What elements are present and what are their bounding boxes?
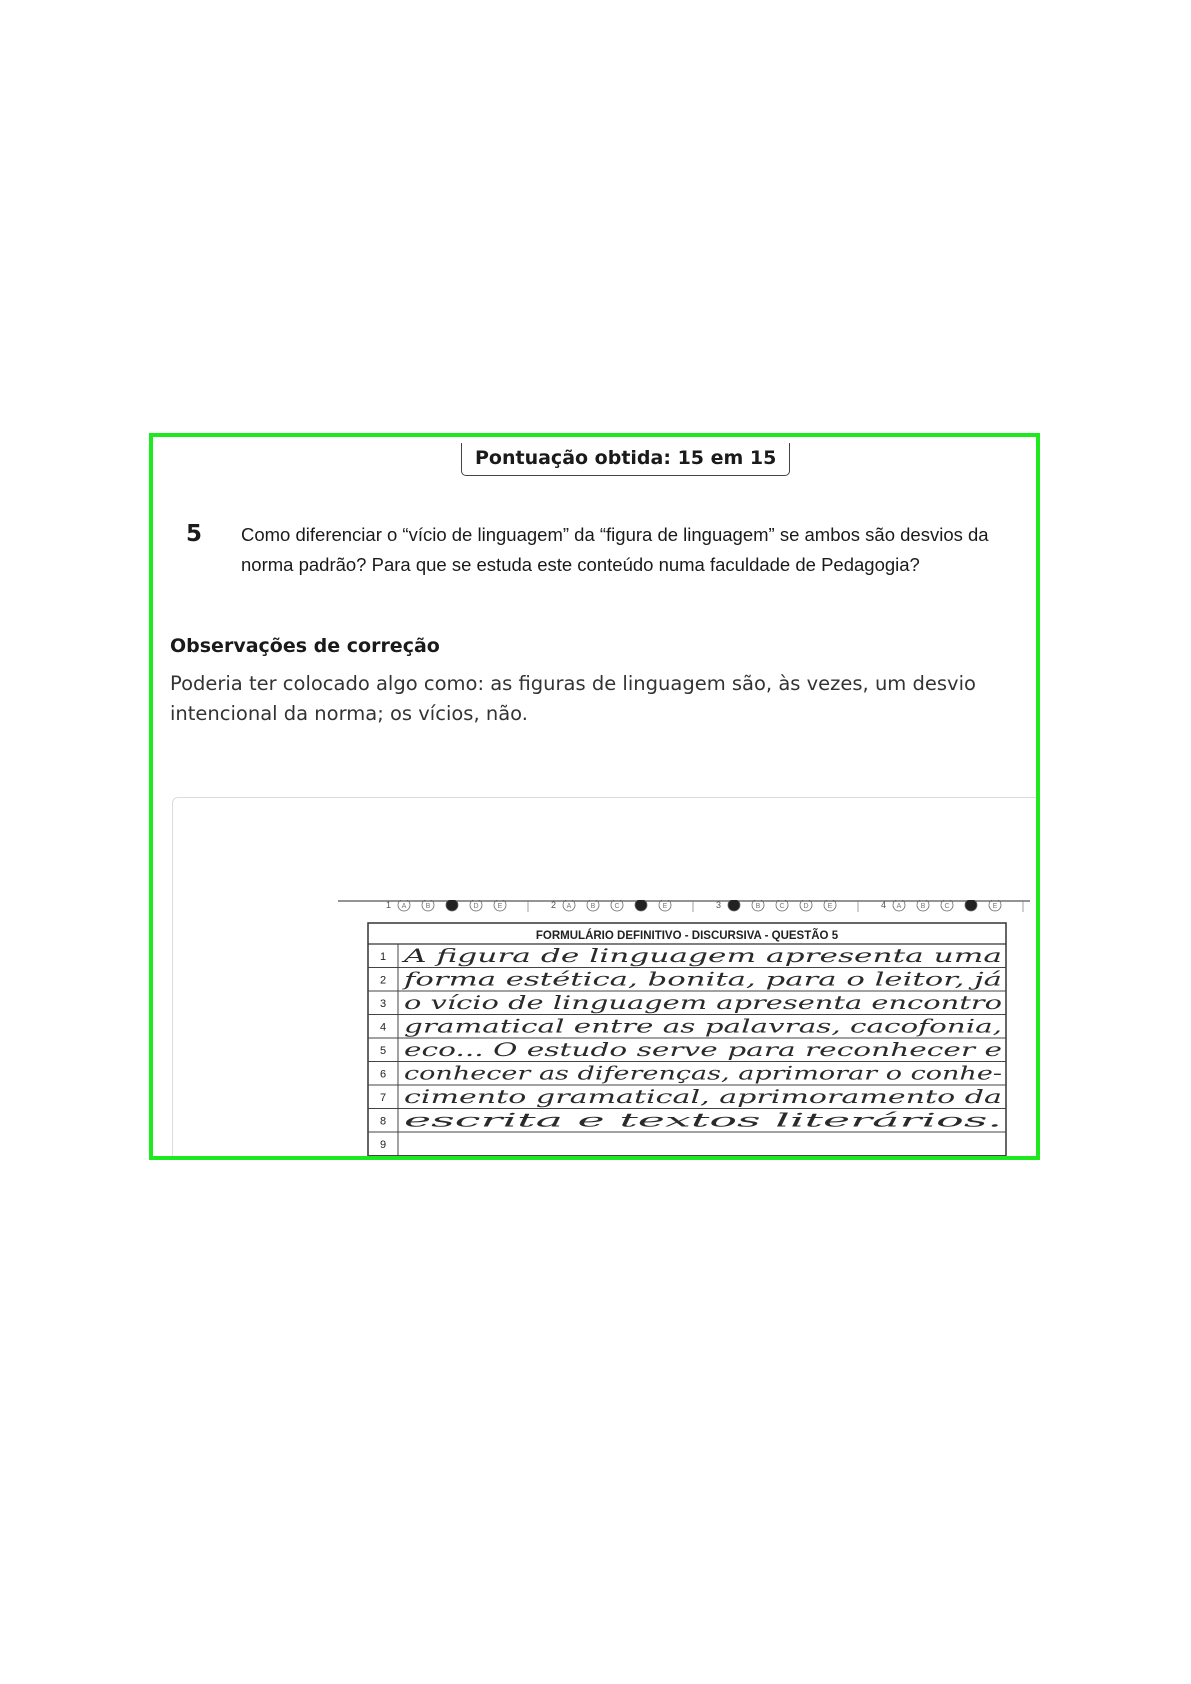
bubble-letter: E	[992, 903, 998, 910]
bubble-group-number: 3	[716, 900, 722, 910]
answer-line-number: 4	[379, 1021, 387, 1034]
score-badge: Pontuação obtida: 15 em 15	[461, 443, 790, 476]
bubble-letter: E	[497, 903, 503, 910]
bubble-group-number: 4	[881, 900, 887, 910]
bubble-group-number: 2	[551, 900, 557, 910]
answer-line-number: 6	[379, 1068, 387, 1081]
handwritten-line: A figura de linguagem apresenta uma	[400, 945, 1002, 967]
bubble-letter: A	[896, 903, 902, 910]
answer-line-number: 9	[379, 1139, 387, 1151]
bubble-letter: E	[827, 903, 833, 910]
question-text: Como diferenciar o “vício de linguagem” da “figura de linguagem” se ambos são desvios da norma padrão? Para que se estuda este conteúdo numa faculdade de Pedagogia?	[241, 524, 989, 575]
question-card	[149, 433, 1040, 1175]
handwritten-line: escrita e textos literários.	[404, 1109, 1002, 1132]
bubble-letter: A	[566, 903, 572, 910]
bubble-letter: B	[920, 903, 926, 910]
bubble-letter: B	[755, 903, 761, 910]
answer-line-number: 5	[379, 1045, 387, 1057]
answer-sheet-scan: 1 A B D E 2 A B C E 3 B C D E 4 A B C E FORMULÁRIO DEFINITIVO - DISCURSIVA - QUESTÃO 5 1 A figura de linguagem apresenta uma2 forma estética, bonita, para o leitor, já3 o vício de linguagem apresenta encontro4 gramatical entre as palavras, cacofonia,5 eco... O estudo serve para reconhecer e6 conhecer as diferenças, aprimorar o conhe-7 cimento gramatical, aprimoramento da8 escrita e textos literários.910	[338, 900, 1030, 1160]
observations-text: Poderia ter colocado algo como: as figuras de linguagem são, às vezes, um desvio intencional da norma; os vícios, não.	[170, 672, 976, 725]
answer-line-number: 8	[379, 1115, 387, 1128]
question-number: 5	[186, 521, 203, 547]
bubble-letter: C	[944, 903, 950, 910]
answer-bubble	[635, 900, 647, 911]
answer-bubble	[965, 900, 977, 911]
handwritten-line: eco... O estudo serve para reconhecer e	[404, 1039, 1002, 1061]
handwritten-line: forma estética, bonita, para o leitor, já	[400, 968, 1002, 991]
answer-image-card	[172, 797, 1040, 1175]
answer-line-number: 2	[379, 974, 387, 987]
bubble-letter: C	[779, 903, 785, 910]
bubble-letter: D	[803, 903, 809, 910]
bubble-letter: A	[401, 903, 407, 910]
answer-line-number: 7	[379, 1092, 387, 1104]
answer-line-number: 3	[379, 998, 387, 1010]
handwritten-line: cimento gramatical, aprimoramento da	[404, 1086, 1002, 1108]
bubble-letter: B	[590, 903, 596, 910]
answer-bubble	[446, 900, 458, 911]
observations-title: Observações de correção	[170, 635, 440, 657]
handwritten-line: o vício de linguagem apresenta encontro	[404, 992, 1002, 1014]
bubble-letter: D	[473, 903, 479, 910]
bubble-letter: B	[425, 903, 431, 910]
bubble-letter: E	[662, 903, 668, 910]
answer-bubble	[728, 900, 740, 911]
bubble-group-number: 1	[386, 900, 392, 910]
form-header: FORMULÁRIO DEFINITIVO - DISCURSIVA - QUESTÃO 5	[535, 930, 839, 942]
answer-line-number: 1	[379, 951, 387, 963]
handwritten-line: gramatical entre as palavras, cacofonia,	[404, 1015, 1002, 1038]
bubble-letter: C	[614, 903, 620, 910]
handwritten-line: conhecer as diferenças, aprimorar o conhe-	[404, 1062, 1002, 1085]
